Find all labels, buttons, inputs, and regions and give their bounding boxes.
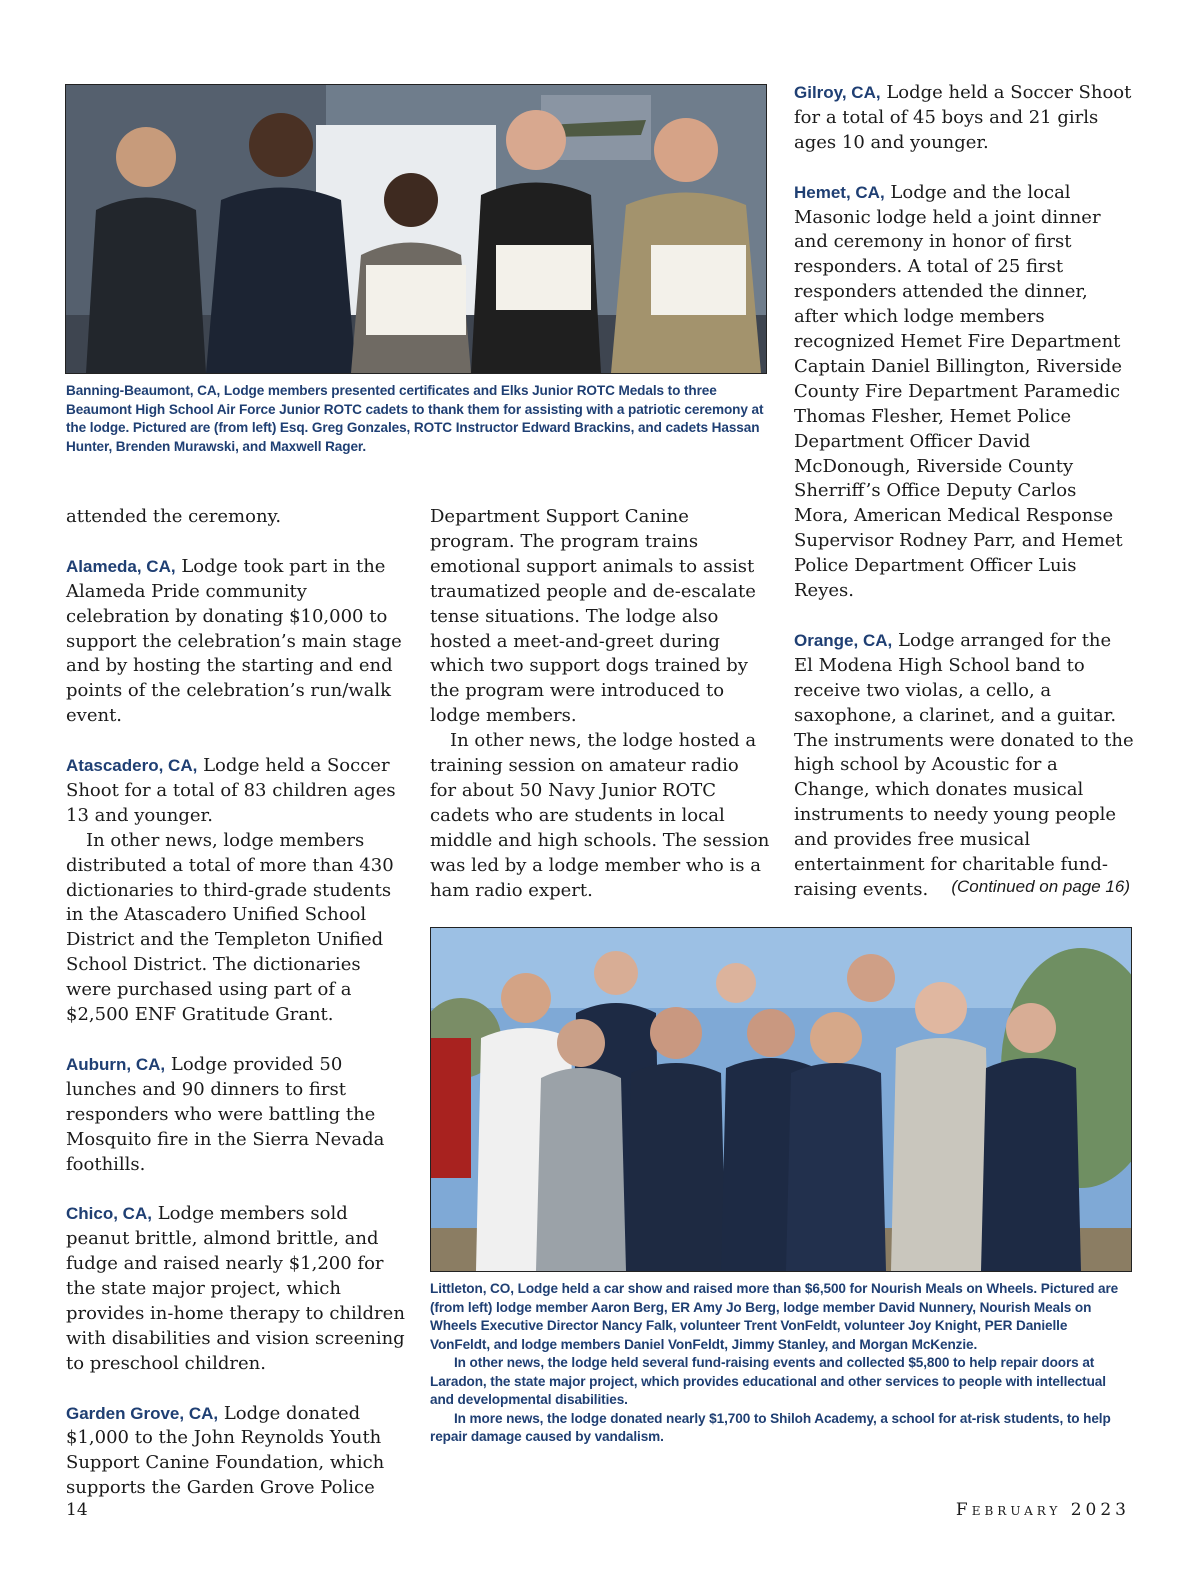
column-middle [430, 505, 770, 928]
item-lead: Atascadero, CA, [66, 756, 198, 776]
item-atascadero [66, 754, 406, 829]
item-lead: Auburn, CA, [66, 1054, 166, 1074]
item-text: Lodge arranged for the El Modena High School band to receive two violas, a cello, a saxophone, a clarinet, and a guitar. The instruments were donated to the high school by Acoustic for a Change, which donates musical instruments to needy young people and provides free musical entertainment for charitable fund-raising events. [794, 629, 1134, 900]
photo2-caption [430, 1280, 1130, 1447]
continued-text: Department Support Canine program. The program trains emotional support animals to assist traumatized people and de-escalate tense situations. The lodge also hosted a meet-and-greet during which two support dogs trained by the program were introduced to lodge members. [430, 506, 756, 727]
item-garden-grove [66, 1402, 406, 1502]
item-garden-grove-more: In other news, the lodge hosted a training session on amateur radio for about 50 Navy Junior ROTC cadets who are students in local middle and high schools. The session was led by a lodge member who is a ham radio expert. [430, 730, 770, 901]
caption-lead: Littleton, CO, [430, 1281, 514, 1296]
caption-text: Lodge members presented certificates and Elks Junior ROTC Medals to three Beaumont High School Air Force Junior ROTC cadets to thank them for assisting with a patriotic ceremony at the lodge. Pictured are (from left) Esq. Greg Gonzales, ROTC Instructor Edward Brackins, and cadets Hassan Hunter, Brenden Murawski, and Maxwell Rager. [66, 383, 764, 454]
item-alameda [66, 555, 406, 729]
item-lead: Alameda, CA, [66, 556, 176, 576]
item-auburn [66, 1053, 406, 1178]
item-lead: Chico, CA, [66, 1204, 152, 1224]
photo-rotc-cadets [65, 84, 767, 374]
item-text: Lodge and the local Masonic lodge held a joint dinner and ceremony in honor of first responders. A total of 25 first responders attended the dinner, after which lodge members recognized Hemet Fire Department Captain Daniel Billington, Riverside County Fire Department Paramedic Thomas Flesher, Hemet Police Department Officer David McDonough, Riverside County Sherriff’s Office Deputy Carlos Mora, American Medical Response Supervisor Rodney Parr, and Hemet Police Department Officer Luis Reyes. [794, 181, 1123, 602]
column-left [66, 505, 406, 1501]
item-text: Lodge held a Soccer Shoot for a total of 45 boys and 21 girls ages 10 and younger. [794, 82, 1132, 153]
item-chico [66, 1202, 406, 1376]
continued-text: attended the ceremony. [66, 506, 282, 527]
photo1-caption [66, 382, 766, 456]
item-lead: Orange, CA, [794, 630, 893, 650]
caption-paragraph: In more news, the lodge donated nearly $1,700 to Shiloh Academy, a school for at-risk students, to help repair damage caused by vandalism. [430, 1410, 1111, 1444]
item-hemet [794, 181, 1134, 604]
photo-littleton-group [430, 927, 1132, 1272]
issue-date: February 2023 [955, 1500, 1130, 1520]
continued-note: (Continued on page 16) [951, 877, 1130, 896]
item-gilroy [794, 81, 1134, 156]
item-text: Lodge members sold peanut brittle, almond brittle, and fudge and raised nearly $1,200 for the state major project, which provides in-home therapy to children with disabilities and vision screening to preschool children. [66, 1203, 405, 1374]
item-text: Lodge held a Soccer Shoot for a total of 83 children ages 13 and younger. [66, 755, 396, 826]
caption-text: Lodge held a car show and raised more than $6,500 for Nourish Meals on Wheels. Pictured are (from left) lodge member Aaron Berg, ER Amy Jo Berg, lodge member David Nunnery, Nourish Meals on Wheels Executive Director Nancy Falk, volunteer Trent VonFeldt, volunteer Joy Knight, PER Danielle VonFeldt, and lodge members Daniel VonFeldt, Jimmy Stanley, and Morgan McKenzie. [430, 1281, 1119, 1352]
item-atascadero-more: In other news, lodge members distributed a total of more than 430 dictionaries to third-grade students in the Atascadero Unified School District and the Templeton Unified School District. The dictionaries were purchased using part of a $2,500 ENF Gratitude Grant. [66, 829, 394, 1026]
item-text: Lodge donated $1,000 to the John Reynolds Youth Support Canine Foundation, which supports the Garden Grove Police [66, 1402, 385, 1499]
item-text: Lodge provided 50 lunches and 90 dinners to first responders who were battling the Mosquito fire in the Sierra Nevada foothills. [66, 1053, 385, 1175]
item-lead: Garden Grove, CA, [66, 1403, 219, 1423]
caption-lead: Banning-Beaumont, CA, [66, 383, 221, 398]
item-text: Lodge took part in the Alameda Pride community celebration by donating $10,000 to support the celebration’s main stage and by hosting the starting and end points of the celebration’s run/walk event. [66, 555, 402, 727]
item-orange [794, 629, 1134, 903]
caption-paragraph: In other news, the lodge held several fund-raising events and collected $5,800 to help repair doors at Laradon, the state major project, which provides educational and other services to people with intellectual and developmental disabilities. [430, 1355, 1106, 1407]
column-right [794, 81, 1134, 903]
item-lead: Hemet, CA, [794, 182, 885, 202]
item-lead: Gilroy, CA, [794, 83, 881, 102]
page-number: 14 [66, 1500, 88, 1520]
